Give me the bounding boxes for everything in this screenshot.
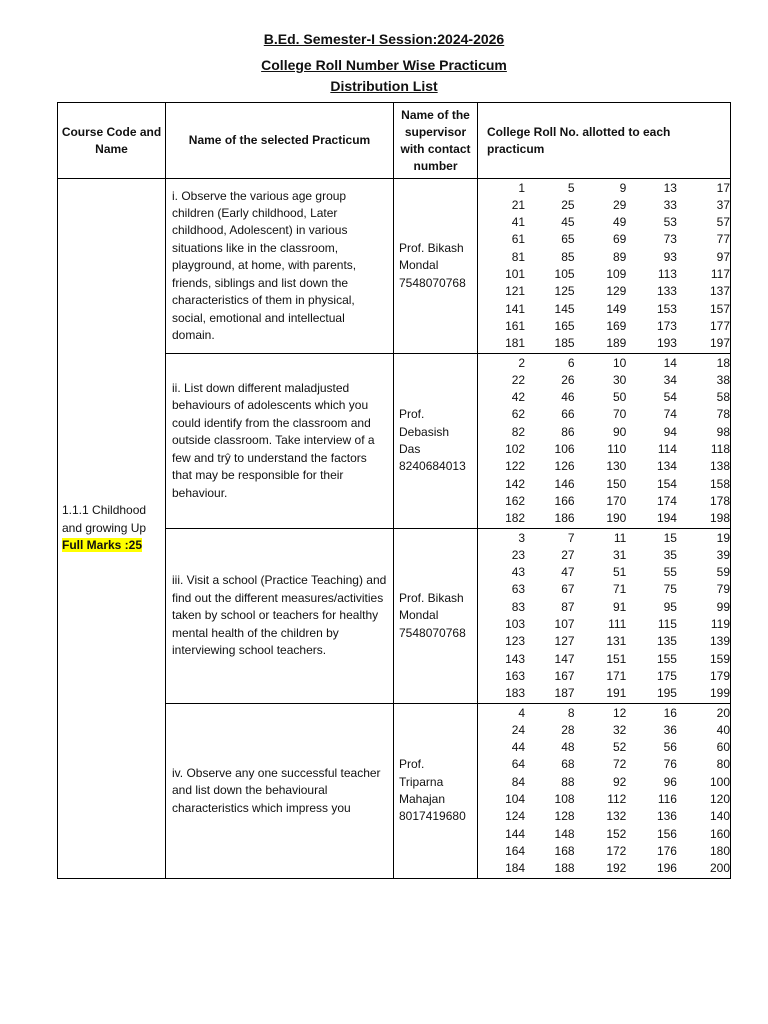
roll-number: 103 bbox=[505, 617, 526, 631]
roll-number: 44 bbox=[511, 740, 526, 755]
roll-number: 24 bbox=[511, 722, 526, 737]
supervisor-phone: 8240684013 bbox=[399, 459, 466, 474]
roll-number: 177 bbox=[709, 318, 730, 333]
roll-number: 12 bbox=[613, 705, 627, 720]
roll-number-line bbox=[478, 355, 730, 372]
roll-number: 117 bbox=[710, 267, 730, 281]
roll-number-line bbox=[478, 493, 730, 510]
roll-number: 137 bbox=[709, 284, 730, 299]
roll-number: 131 bbox=[606, 634, 627, 649]
roll-number-line bbox=[478, 372, 730, 389]
roll-number: 35 bbox=[663, 547, 677, 562]
roll-number: 163 bbox=[505, 668, 526, 683]
roll-number: 149 bbox=[606, 301, 627, 316]
roll-number-line bbox=[478, 197, 730, 214]
roll-number: 58 bbox=[716, 390, 730, 405]
roll-number: 69 bbox=[613, 232, 627, 247]
roll-number: 72 bbox=[613, 757, 627, 772]
roll-number-line bbox=[478, 756, 730, 773]
roll-number: 100 bbox=[709, 774, 730, 789]
roll-number-line bbox=[478, 547, 730, 564]
roll-number: 26 bbox=[561, 372, 575, 387]
table-header-row bbox=[58, 103, 731, 179]
roll-number: 16 bbox=[663, 705, 677, 720]
roll-number: 156 bbox=[656, 826, 677, 841]
roll-number: 53 bbox=[663, 215, 677, 230]
roll-number: 66 bbox=[561, 407, 575, 422]
roll-number: 145 bbox=[554, 301, 575, 316]
roll-number: 101 bbox=[505, 267, 526, 281]
roll-number-line bbox=[478, 705, 730, 722]
roll-number: 197 bbox=[709, 336, 730, 351]
roll-number: 102 bbox=[505, 442, 526, 456]
roll-number: 192 bbox=[606, 861, 627, 876]
roll-number: 71 bbox=[613, 582, 627, 597]
roll-number: 176 bbox=[656, 843, 677, 858]
roll-number: 170 bbox=[606, 493, 627, 508]
supervisor-phone: 7548070768 bbox=[399, 625, 466, 640]
roll-number: 64 bbox=[511, 757, 526, 772]
supervisor-name: Prof. Bikash Mondal bbox=[399, 590, 464, 623]
roll-number: 55 bbox=[663, 565, 677, 580]
roll-number: 14 bbox=[663, 355, 677, 370]
roll-number: 21 bbox=[511, 197, 526, 212]
header-course: Course Code and Name bbox=[58, 103, 166, 179]
roll-number: 112 bbox=[607, 792, 627, 806]
roll-number: 60 bbox=[716, 740, 730, 755]
roll-number-grid bbox=[478, 180, 730, 353]
roll-numbers-cell bbox=[478, 179, 731, 354]
practicum-description: iv. Observe any one successful teacher and list down the behavioural characteristics which impress you bbox=[166, 704, 394, 879]
table-row bbox=[58, 179, 731, 354]
roll-number: 178 bbox=[709, 493, 730, 508]
roll-numbers-cell bbox=[478, 529, 731, 704]
roll-number: 79 bbox=[716, 582, 730, 597]
roll-number-line bbox=[478, 283, 730, 300]
roll-number: 18 bbox=[716, 355, 730, 370]
roll-number: 65 bbox=[561, 232, 575, 247]
roll-number: 125 bbox=[554, 284, 575, 299]
roll-number: 9 bbox=[619, 180, 627, 195]
roll-number: 13 bbox=[663, 180, 677, 195]
roll-number: 113 bbox=[657, 267, 677, 281]
roll-number: 30 bbox=[613, 372, 627, 387]
header-supervisor: Name of the supervisor with contact number bbox=[394, 103, 478, 179]
practicum-description: iii. Visit a school (Practice Teaching) and find out the different measures/activities taken by school or teachers for healthy mental health of the children by interviewing school teachers. bbox=[166, 529, 394, 704]
roll-number: 165 bbox=[554, 318, 575, 333]
roll-number: 25 bbox=[561, 197, 575, 212]
roll-number: 127 bbox=[554, 634, 575, 649]
roll-number: 140 bbox=[709, 809, 730, 824]
roll-number-line bbox=[478, 722, 730, 739]
roll-number-line bbox=[478, 424, 730, 441]
roll-number-line bbox=[478, 441, 730, 458]
roll-number: 49 bbox=[613, 215, 627, 230]
header-practicum: Name of the selected Practicum bbox=[166, 103, 394, 179]
roll-number: 11 bbox=[613, 530, 627, 545]
roll-number: 5 bbox=[567, 180, 575, 195]
roll-number: 98 bbox=[716, 424, 730, 439]
roll-number: 182 bbox=[505, 511, 526, 526]
supervisor-name: Prof. Triparna Mahajan bbox=[399, 757, 446, 806]
roll-number-line bbox=[478, 476, 730, 493]
roll-number: 56 bbox=[663, 740, 677, 755]
roll-number-line bbox=[478, 599, 730, 616]
roll-number: 188 bbox=[554, 861, 575, 876]
roll-number: 10 bbox=[613, 355, 627, 370]
roll-number: 22 bbox=[511, 372, 526, 387]
roll-number: 67 bbox=[561, 582, 575, 597]
roll-number: 151 bbox=[606, 651, 627, 666]
roll-number: 73 bbox=[663, 232, 677, 247]
roll-number: 29 bbox=[613, 197, 627, 212]
roll-number: 63 bbox=[511, 582, 526, 597]
roll-number: 91 bbox=[613, 599, 627, 614]
roll-number: 83 bbox=[511, 599, 526, 614]
document-title: B.Ed. Semester-I Session:2024-2026 bbox=[263, 31, 505, 47]
roll-number: 61 bbox=[511, 232, 526, 247]
roll-number: 99 bbox=[716, 599, 730, 614]
supervisor-name: Prof. Debasish Das bbox=[399, 407, 450, 456]
roll-number: 183 bbox=[505, 686, 526, 701]
full-marks-badge: Full Marks :25 bbox=[62, 538, 143, 553]
roll-number: 111 bbox=[608, 617, 627, 631]
roll-number-line bbox=[478, 249, 730, 266]
roll-number: 147 bbox=[554, 651, 575, 666]
roll-number: 166 bbox=[554, 493, 575, 508]
roll-number: 129 bbox=[606, 284, 627, 299]
roll-number: 191 bbox=[606, 686, 627, 701]
roll-number: 84 bbox=[511, 774, 526, 789]
roll-number: 7 bbox=[567, 530, 575, 545]
roll-number-line bbox=[478, 301, 730, 318]
roll-number: 162 bbox=[505, 493, 526, 508]
practicum-description: ii. List down different maladjusted behaviours of adolescents which you could identify from the classroom and outside classroom. Take interview of a few and trŷ to understand the factors that may be responsible for their behaviour. bbox=[166, 354, 394, 529]
roll-number: 80 bbox=[716, 757, 730, 772]
roll-number-line bbox=[478, 581, 730, 598]
roll-number: 87 bbox=[561, 599, 575, 614]
roll-number-grid bbox=[478, 355, 730, 528]
roll-number: 2 bbox=[518, 355, 526, 370]
roll-number: 34 bbox=[663, 372, 677, 387]
supervisor-cell bbox=[394, 179, 478, 354]
roll-number-line bbox=[478, 774, 730, 791]
roll-number: 141 bbox=[505, 301, 526, 316]
roll-number: 23 bbox=[511, 547, 526, 562]
roll-number: 160 bbox=[709, 826, 730, 841]
roll-number: 43 bbox=[511, 565, 526, 580]
roll-number: 40 bbox=[716, 722, 730, 737]
roll-number: 150 bbox=[606, 476, 627, 491]
roll-number: 172 bbox=[606, 843, 627, 858]
roll-number: 120 bbox=[709, 792, 730, 806]
roll-number-line bbox=[478, 530, 730, 547]
roll-number: 195 bbox=[656, 686, 677, 701]
roll-number: 153 bbox=[656, 301, 677, 316]
roll-number: 186 bbox=[554, 511, 575, 526]
roll-number-grid bbox=[478, 530, 730, 703]
roll-number: 135 bbox=[656, 634, 677, 649]
roll-number: 85 bbox=[561, 249, 575, 264]
roll-number-line bbox=[478, 808, 730, 825]
roll-number: 38 bbox=[716, 372, 730, 387]
roll-number: 169 bbox=[606, 318, 627, 333]
roll-number: 57 bbox=[716, 215, 730, 230]
roll-number-line bbox=[478, 231, 730, 248]
roll-number: 116 bbox=[657, 792, 677, 806]
roll-numbers-cell bbox=[478, 704, 731, 879]
roll-number: 20 bbox=[716, 705, 730, 720]
roll-number: 31 bbox=[613, 547, 627, 562]
roll-number: 33 bbox=[663, 197, 677, 212]
roll-number: 37 bbox=[716, 197, 730, 212]
practicum-distribution-table bbox=[57, 102, 731, 879]
roll-number: 78 bbox=[716, 407, 730, 422]
roll-number: 104 bbox=[505, 792, 526, 806]
roll-number-line bbox=[478, 826, 730, 843]
roll-number: 46 bbox=[561, 390, 575, 405]
roll-number: 93 bbox=[663, 249, 677, 264]
roll-number: 157 bbox=[709, 301, 730, 316]
roll-number: 158 bbox=[709, 476, 730, 491]
roll-number: 155 bbox=[656, 651, 677, 666]
roll-number-line bbox=[478, 458, 730, 475]
roll-number: 133 bbox=[656, 284, 677, 299]
roll-number: 148 bbox=[554, 826, 575, 841]
roll-number: 171 bbox=[606, 668, 627, 683]
roll-number-line bbox=[478, 616, 730, 633]
roll-number-line bbox=[478, 564, 730, 581]
roll-number: 42 bbox=[511, 390, 526, 405]
roll-number: 32 bbox=[613, 722, 627, 737]
roll-number: 4 bbox=[518, 705, 526, 720]
roll-number: 123 bbox=[505, 634, 526, 649]
roll-number: 193 bbox=[656, 336, 677, 351]
roll-number-line bbox=[478, 180, 730, 197]
roll-number: 187 bbox=[554, 686, 575, 701]
roll-number: 143 bbox=[505, 651, 526, 666]
roll-number: 17 bbox=[716, 180, 730, 195]
roll-number: 77 bbox=[716, 232, 730, 247]
roll-number: 41 bbox=[511, 215, 526, 230]
roll-number: 124 bbox=[505, 809, 526, 824]
roll-number: 108 bbox=[554, 792, 575, 806]
roll-number: 121 bbox=[505, 284, 526, 299]
roll-number: 92 bbox=[613, 774, 627, 789]
roll-number-grid bbox=[478, 705, 730, 878]
roll-number: 82 bbox=[511, 424, 526, 439]
roll-number-line bbox=[478, 668, 730, 685]
roll-number: 19 bbox=[716, 530, 730, 545]
roll-number: 54 bbox=[663, 390, 677, 405]
roll-number: 8 bbox=[567, 705, 575, 720]
roll-number: 180 bbox=[709, 843, 730, 858]
roll-number-line bbox=[478, 791, 730, 808]
roll-number: 107 bbox=[554, 617, 575, 631]
supervisor-cell bbox=[394, 704, 478, 879]
supervisor-phone: 8017419680 bbox=[399, 809, 466, 824]
roll-number: 181 bbox=[505, 336, 526, 351]
roll-number: 45 bbox=[561, 215, 575, 230]
roll-number: 97 bbox=[716, 249, 730, 264]
roll-number: 152 bbox=[606, 826, 627, 841]
roll-number: 198 bbox=[709, 511, 730, 526]
roll-number-line bbox=[478, 651, 730, 668]
roll-number: 164 bbox=[505, 843, 526, 858]
roll-number: 189 bbox=[606, 336, 627, 351]
course-cell bbox=[58, 179, 166, 879]
roll-number-line bbox=[478, 685, 730, 702]
roll-number: 70 bbox=[613, 407, 627, 422]
roll-number: 52 bbox=[613, 740, 627, 755]
roll-number: 27 bbox=[561, 547, 575, 562]
roll-number: 199 bbox=[709, 686, 730, 701]
supervisor-phone: 7548070768 bbox=[399, 275, 466, 290]
roll-number: 128 bbox=[554, 809, 575, 824]
roll-numbers-cell bbox=[478, 354, 731, 529]
roll-number: 194 bbox=[656, 511, 677, 526]
roll-number: 15 bbox=[663, 530, 677, 545]
roll-number-line bbox=[478, 335, 730, 352]
roll-number-line bbox=[478, 266, 730, 283]
roll-number: 114 bbox=[657, 442, 677, 456]
roll-number: 122 bbox=[505, 459, 526, 474]
roll-number: 28 bbox=[561, 722, 575, 737]
roll-number: 184 bbox=[505, 861, 526, 876]
roll-number: 174 bbox=[656, 493, 677, 508]
roll-number: 168 bbox=[554, 843, 575, 858]
roll-number: 81 bbox=[511, 249, 526, 264]
roll-number: 159 bbox=[709, 651, 730, 666]
roll-number: 6 bbox=[567, 355, 575, 370]
roll-number-line bbox=[478, 860, 730, 877]
practicum-description: i. Observe the various age group children (Early childhood, Later childhood, Adolescent) in various situations like in the classroom, playground, at home, with parents, friends, siblings and list down the characteristics of them in physical, social, emotional and intellectual domain. bbox=[166, 179, 394, 354]
roll-number: 88 bbox=[561, 774, 575, 789]
roll-number: 132 bbox=[606, 809, 627, 824]
roll-number-line bbox=[478, 214, 730, 231]
roll-number: 142 bbox=[505, 476, 526, 491]
roll-number: 146 bbox=[554, 476, 575, 491]
roll-number: 139 bbox=[709, 634, 730, 649]
roll-number: 74 bbox=[663, 407, 677, 422]
roll-number: 47 bbox=[561, 565, 575, 580]
document-subtitle: College Roll Number Wise Practicum bbox=[261, 57, 507, 73]
roll-number: 90 bbox=[613, 424, 627, 439]
supervisor-name: Prof. Bikash Mondal bbox=[399, 240, 464, 273]
roll-number: 96 bbox=[663, 774, 677, 789]
roll-number: 134 bbox=[656, 459, 677, 474]
roll-number: 173 bbox=[656, 318, 677, 333]
roll-number-line bbox=[478, 406, 730, 423]
roll-number: 200 bbox=[709, 861, 730, 876]
roll-number: 95 bbox=[663, 599, 677, 614]
roll-number: 86 bbox=[561, 424, 575, 439]
roll-number: 109 bbox=[606, 267, 627, 281]
roll-number: 126 bbox=[554, 459, 575, 474]
roll-number: 48 bbox=[561, 740, 575, 755]
roll-number: 50 bbox=[613, 390, 627, 405]
roll-number: 136 bbox=[656, 809, 677, 824]
roll-number: 154 bbox=[656, 476, 677, 491]
course-name: 1.1.1 Childhood and growing Up bbox=[62, 503, 147, 535]
header-rolls: College Roll No. allotted to each practicum bbox=[478, 103, 731, 179]
roll-number: 115 bbox=[657, 617, 677, 631]
roll-number: 185 bbox=[554, 336, 575, 351]
roll-number-line bbox=[478, 318, 730, 335]
roll-number-line bbox=[478, 389, 730, 406]
roll-number: 167 bbox=[554, 668, 575, 683]
roll-number-line bbox=[478, 510, 730, 527]
roll-number: 144 bbox=[505, 826, 526, 841]
roll-number: 1 bbox=[518, 180, 526, 195]
roll-number: 161 bbox=[505, 318, 526, 333]
supervisor-cell bbox=[394, 354, 478, 529]
roll-number: 94 bbox=[663, 424, 677, 439]
roll-number: 106 bbox=[554, 442, 575, 456]
roll-number: 119 bbox=[710, 617, 730, 631]
roll-number: 76 bbox=[663, 757, 677, 772]
roll-number-line bbox=[478, 739, 730, 756]
roll-number-line bbox=[478, 843, 730, 860]
roll-number-line bbox=[478, 633, 730, 650]
roll-number: 138 bbox=[709, 459, 730, 474]
roll-number: 3 bbox=[518, 530, 526, 545]
roll-number: 130 bbox=[606, 459, 627, 474]
roll-number: 62 bbox=[511, 407, 526, 422]
roll-number: 190 bbox=[606, 511, 627, 526]
supervisor-cell bbox=[394, 529, 478, 704]
roll-number: 39 bbox=[716, 547, 730, 562]
roll-number: 51 bbox=[613, 565, 627, 580]
roll-number: 89 bbox=[613, 249, 627, 264]
roll-number: 175 bbox=[656, 668, 677, 683]
roll-number: 179 bbox=[709, 668, 730, 683]
roll-number: 59 bbox=[716, 565, 730, 580]
roll-number: 75 bbox=[663, 582, 677, 597]
roll-number: 196 bbox=[656, 861, 677, 876]
roll-number: 118 bbox=[710, 442, 730, 456]
roll-number: 110 bbox=[607, 442, 627, 456]
roll-number: 68 bbox=[561, 757, 575, 772]
document-subtitle-2: Distribution List bbox=[330, 78, 438, 94]
roll-number: 105 bbox=[554, 267, 575, 281]
roll-number: 36 bbox=[663, 722, 677, 737]
